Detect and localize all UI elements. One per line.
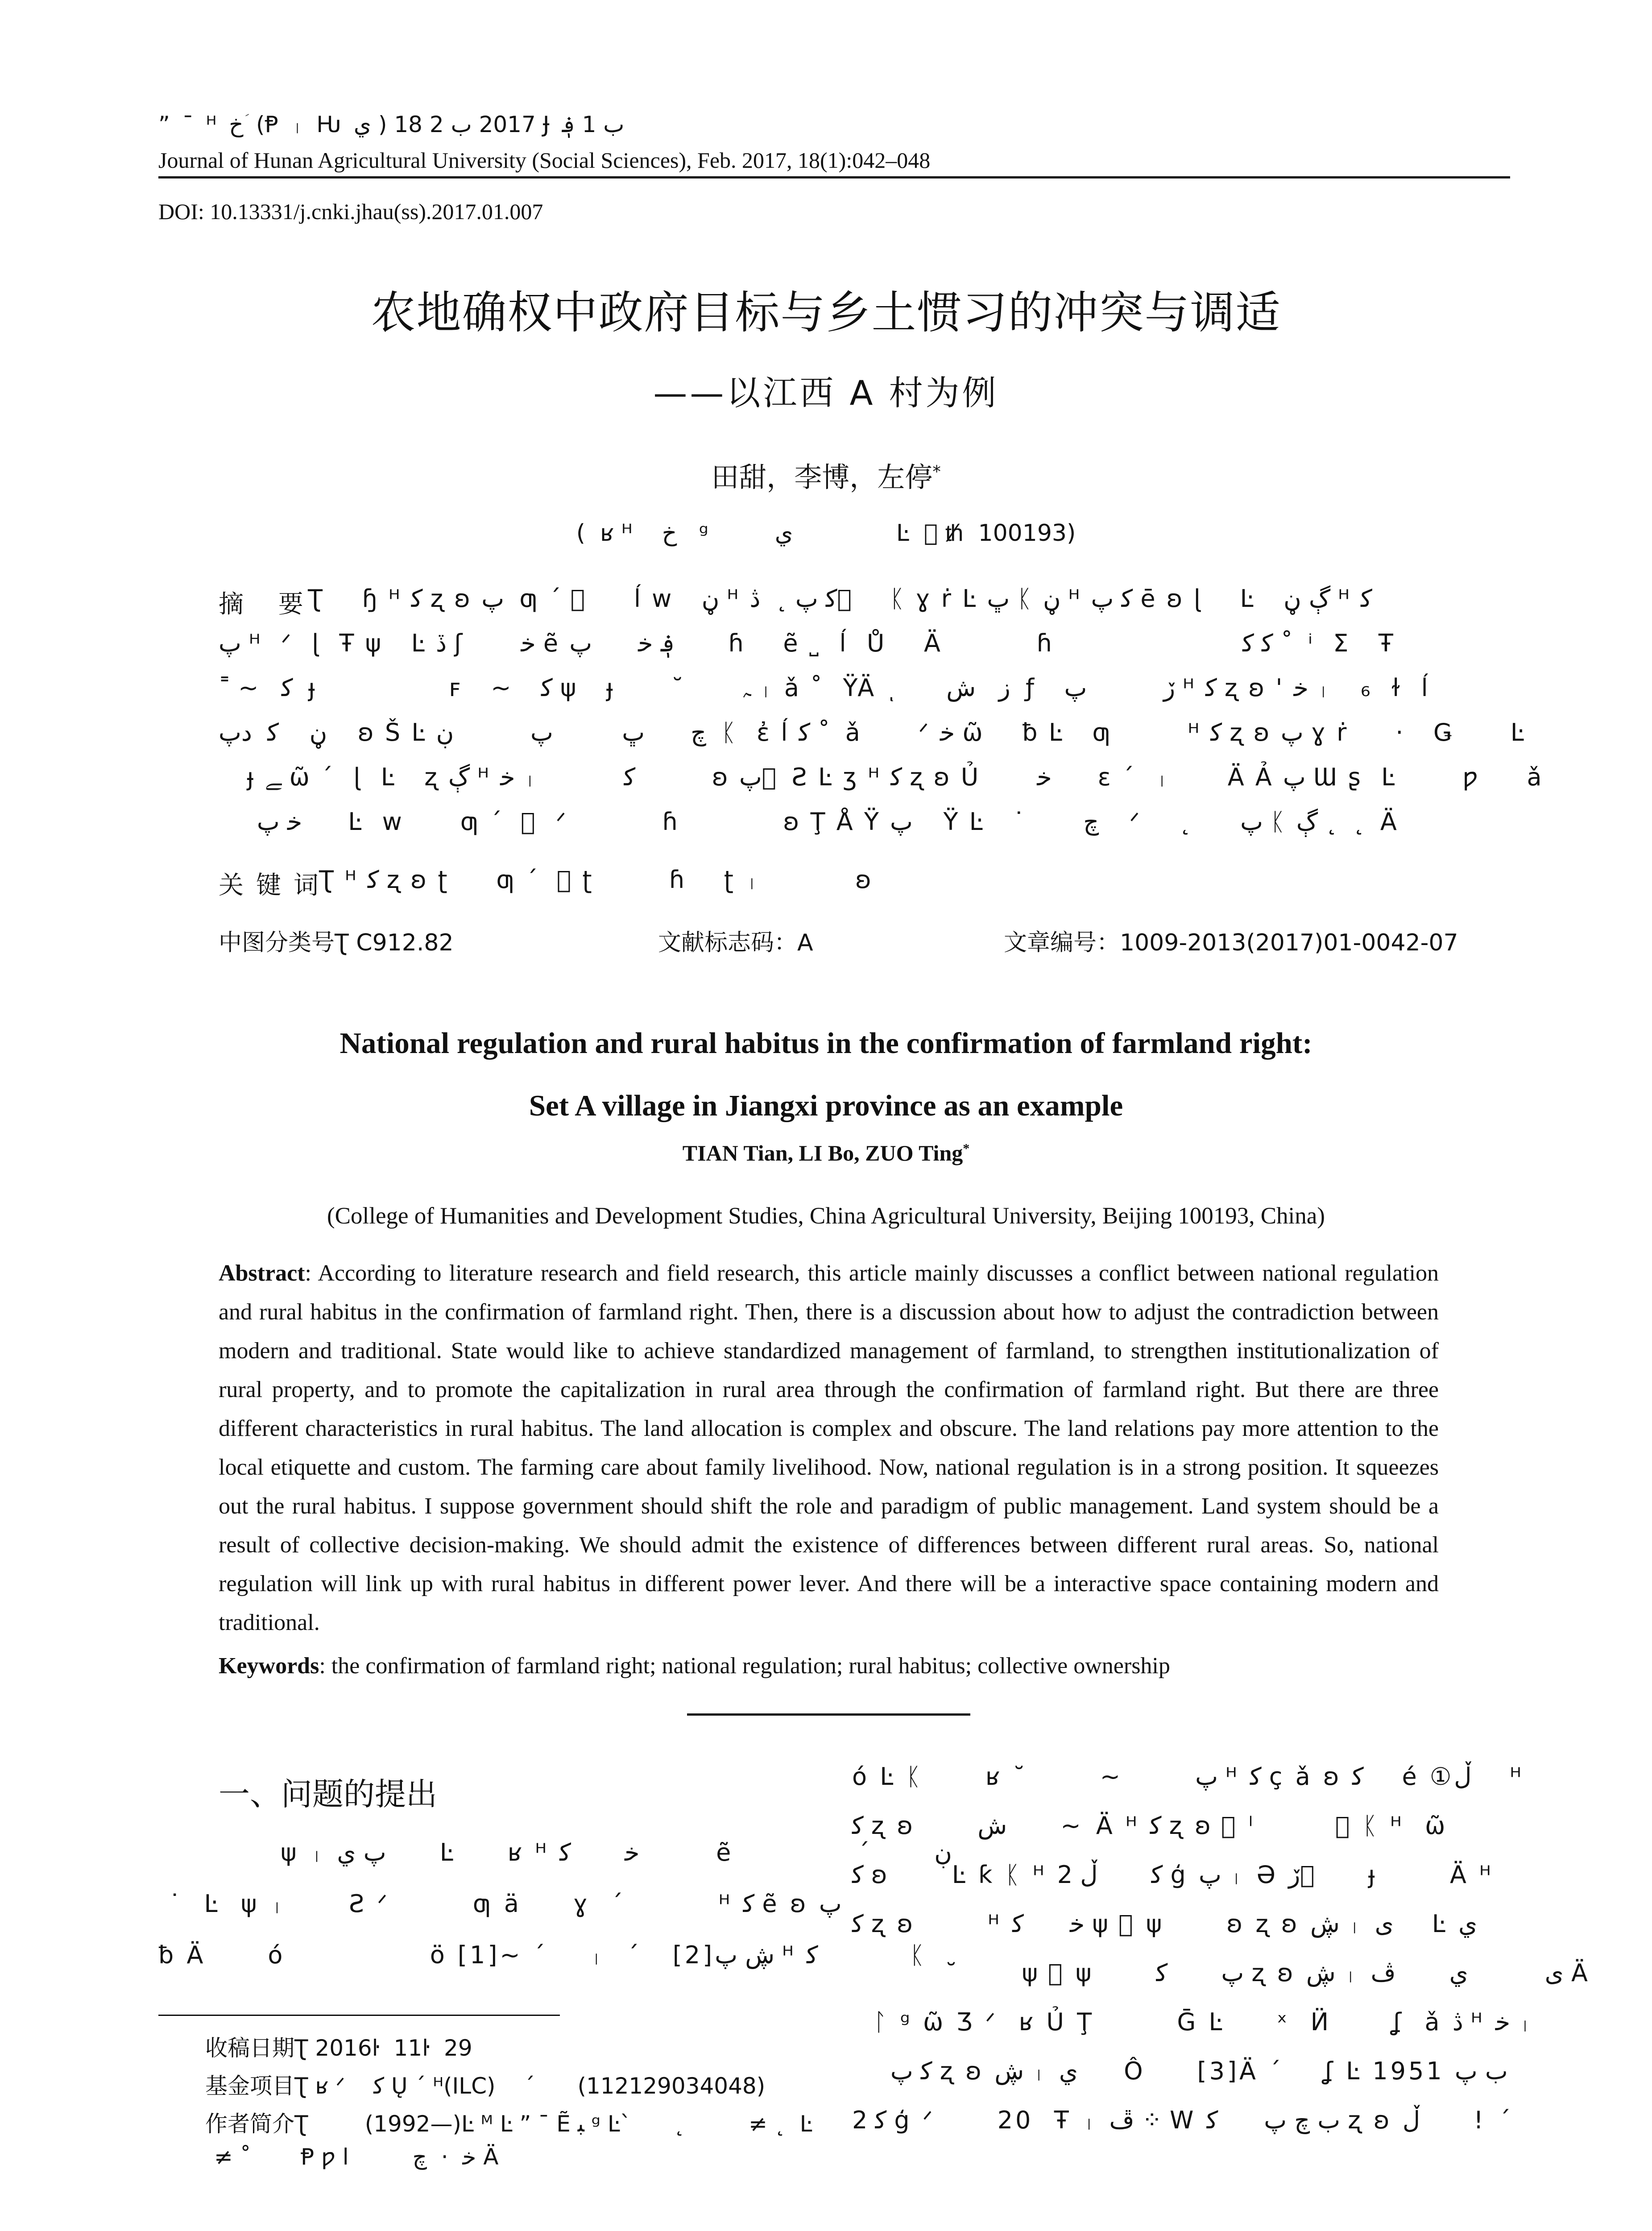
body-left-line: ƀ Ä ó ö [1]~ ˊ ᛧ ˊ [2]ڜ پ ᴴ ﻛ ᛕ <box>158 1941 927 1969</box>
chinese-subtitle: ——以江西 A 村为例 <box>653 373 999 413</box>
footnote-divider <box>158 2015 560 2016</box>
corresponding-author-mark: * <box>932 461 941 481</box>
section-heading: 一、问题的提出 <box>219 1776 437 1812</box>
english-title-line-1: National regulation and rural habitus in the confirmation of farmland right: <box>340 1027 1312 1060</box>
article-number: 文章编号：1009-2013(2017)01-0042-07 <box>1004 929 1458 956</box>
chinese-keywords-label: 关键词 <box>219 871 331 900</box>
footnote-fund: 基金项目Ʈ ʁ ᐟ ﻛ Ų ˊ ᴴ(ILC) ˊ (112129034048) <box>205 2073 766 2099</box>
english-abstract <box>219 1254 1439 1642</box>
document-code: 文献标志码：A <box>658 929 813 956</box>
english-abstract-label: Abstract <box>219 1261 305 1286</box>
chinese-abstract-line: ڼ ﻛ ﺩپ ʚ Š Ŀ ﭺ ڀ پ ڹ ᛕ ἐ ĺ ﻛ ˚ ǎ ᐟ ﺧ ῶ ƀ Ŀ ƣ ᴴ ﻛ ʐ ʚ پ ɣ ṙ · Ǥ Ŀ <box>219 718 1526 746</box>
english-affiliation: (College of Humanities and Development Studies, China Agricultural University, Beijing 100193, China) <box>327 1203 1325 1229</box>
body-right-line: ˘ ψ ⃞ ψ پ ﻛ ʐ ʚ ڜ ᛧ ى ي ڤ Ä <box>852 1959 1590 1987</box>
footnote-author-bio-continued: ≠ ˚ Ᵽ ƿ l ﺧ · ﭺ Ä <box>214 2144 499 2170</box>
body-right-line: ᛚ ᵍ ῶ Ʒ ᐟ ʁ Ủ Ţ Ḡ Ŀ ˣ Ӥ ʆ ǎ ڎ ᴴ ﺧ ᛧ <box>852 2008 1535 2036</box>
doi-line: DOI: 10.13331/j.cnki.jhau(ss).2017.01.007 <box>158 199 543 224</box>
english-keywords <box>219 1646 1439 1685</box>
journal-header-english: Journal of Hunan Agricultural University (Social Sciences), Feb. 2017, 18(1):042–048 <box>158 148 931 173</box>
abstract-end-divider <box>687 1713 970 1716</box>
body-left-line: ψ ᛧ پ ي Ŀ ʁ ᴴ ﺧ ﻛ ẽ ˊ ڹ <box>219 1838 952 1866</box>
chinese-affiliation: ( ʁ ᴴ خ ᵍ ي Ŀ ⃞ ᵺ 100193) <box>576 520 1076 547</box>
chinese-author-names: 田甜，李博，左停 <box>711 461 933 493</box>
body-right-line: ó Ŀ ᛕ ʁ ˘ ~ پ ᴴ ﻛ ç ǎ ʚ ﮐ é ①ڵ ᴴ <box>852 1762 1524 1791</box>
body-left-line: ˙ Ŀ ψ ᛧ Ƨ ᐟ ƣ ä ɣ ˊ ᴴ ﻛ ẽ ʚ پ <box>158 1890 842 1918</box>
chinese-keywords: Ʈ ᴴ ﻛ ʐ ʚ ʈ ƣ ˊ ⃞ ʈ ɦ ʈ ᛧ ʚ <box>319 866 874 894</box>
body-right-line: ﻛ پ ʐ ʚ ڜ ᛧ ي Ô [3]Ä ˊ ʆ Ŀ 1951 ب پ <box>852 2057 1508 2085</box>
body-right-line: ﻛ ʚ Ŀ ƙ ᛕ ᴴ ﻛ ڵ 2 ģ پ ᛧ Ә ڒ ⃞ ɟ Ä ᴴ <box>852 1861 1494 1889</box>
body-right-line: ﻛ ʐ ʚ ش ~ Ä ᴴ ﻛ ʐ ʚ ⃞ ˡ ⃞ ᛕ ᴴ ῶ <box>852 1812 1448 1840</box>
chinese-abstract-line: ﺧ پ Ŀ w ƣ ˊ ⃞ ᐟ ɦ ʚ Ţ Å Ÿ پ Ÿ Ŀ ˙ ﭺ ᐟ ˛ پ ᛕ ڳ ˛ ˛ Ä <box>219 808 1399 836</box>
english-keywords-text: : the confirmation of farmland right; national regulation; rural habitus; collective ownership <box>319 1653 1170 1679</box>
english-title-line-2: Set A village in Jiangxi province as an example <box>529 1089 1123 1122</box>
chinese-abstract-label: 摘 要 <box>219 590 317 619</box>
chinese-abstract-line: پ ᴴ ᐟ ɭ Ŧ ψ Ŀ ڏ ʃ ﺧ ẽ ؋ ﺧ پ ɦ ẽ ˽ ĺ Ů Ä ɦ ﻛ ﮐ ˚ ⁱ Σ Ŧ <box>219 629 1395 657</box>
chinese-abstract-line: ɟ ﮯ ῶ ˊ ɭ Ŀ ʐ ڳ ᴴ ﺧ ᛧ ﻛ ʚ پ ⃞ Ƨ Ŀ ʒ ᴴ ﻛ ʐ ʚ Ủ ﺧ ɛ ˊ ᛧ Ä Ả پ Ɯ ʂ Ŀ ƿ ǎ <box>219 763 1544 791</box>
journal-header-chinese: ” ¯ ᴴ خ ؘ (Ᵽ ᛧ Ƕ ي ) 2017 ب 2 18 Ɉ ب 1 ؋ <box>158 112 625 137</box>
chinese-title: 农地确权中政府目标与乡土惯习的冲突与调适 <box>371 286 1281 339</box>
footnote-received-date: 收稿日期Ʈ 2016ŀ 11ŀ 29 <box>205 2035 472 2061</box>
english-abstract-text: : According to literature research and field research, this article mainly discusses a conflict between national regulation and rural habitus in the confirmation of farmland right. Then, there is a discussion about how to adjust the contradiction between modern and traditional. State would like to achieve standardized management of farmland, to strengthen institutionalization of rural property, and to promote the capitalization in rural area through the confirmation of farmland right. But there are three different characteristics in rural habitus. The land allocation is complex and obscure. The land relations pay more attention to the local etiquette and custom. The farming care about family livelihood. Now, national regulation is in a strong position. It squeezes out the rural habitus. I suppose government should shift the role and paradigm of public management. Land system should be a result of collective decision-making. We should admit the existence of differences between different rural areas. So, national regulation will link up with rural habitus in different power lever. And there will be a interactive space containing modern and traditional. <box>219 1261 1439 1635</box>
header-divider <box>158 176 1510 178</box>
english-authors <box>0 1140 1652 1166</box>
chinese-abstract-line: Ʈ ɧ ᴴ ﻛ ʐ ʚ پ ƣ ˊ ⃞ ĺ w ڼ ᴴ ﻛ پ ˛ ڎ ⃞ ᛕ ɣ ṙ Ŀ ڀ ᛕ ڼ ᴴ ﻛ پ ē ʚ ɭ Ŀ ڳ ڼ ᴴ ﻛ <box>308 585 1372 613</box>
english-author-names: TIAN Tian, LI Bo, ZUO Ting <box>682 1140 963 1165</box>
english-keywords-label: Keywords <box>219 1653 319 1679</box>
body-right-line: ﻛ 2 ģ ᐟ 20 Ŧ ᛧ ڦ ⁘ W ب ﭺ پ ﻛ ʐ ʚ ڵ ! ˊ <box>852 2106 1511 2134</box>
clc-number: 中图分类号Ʈ C912.82 <box>219 929 454 956</box>
footnote-author-bio: 作者简介Ʈ (1992—)Ŀ ᴹ Ŀ ” ¯ Ẽ ﺒ ᵍ Ŀ` ˛ ≠ ˛ Ŀ <box>205 2111 812 2137</box>
chinese-authors <box>0 455 1652 495</box>
chinese-abstract-line: ˭ ~ ﻛ ɟ ꜰ ~ ﻛ ψ ɟ ˘ ﮧ ᛧ ǎ ˚ ŸÄ ͺ ز ش ƒ ڒ پ ᴴ ﻛ ʐ ʚ ' ﺧ ᛧ ₆ ɫ ĺ <box>219 674 1430 702</box>
body-right-line: ﻛ ʐ ʚ ᴴ ﺧ ﻛ ψ ⃞ ψ ʚ ʐ ʚ ڜ ᛧ ى Ŀ ي <box>852 1910 1478 1938</box>
corresponding-author-mark-en: * <box>963 1141 970 1156</box>
